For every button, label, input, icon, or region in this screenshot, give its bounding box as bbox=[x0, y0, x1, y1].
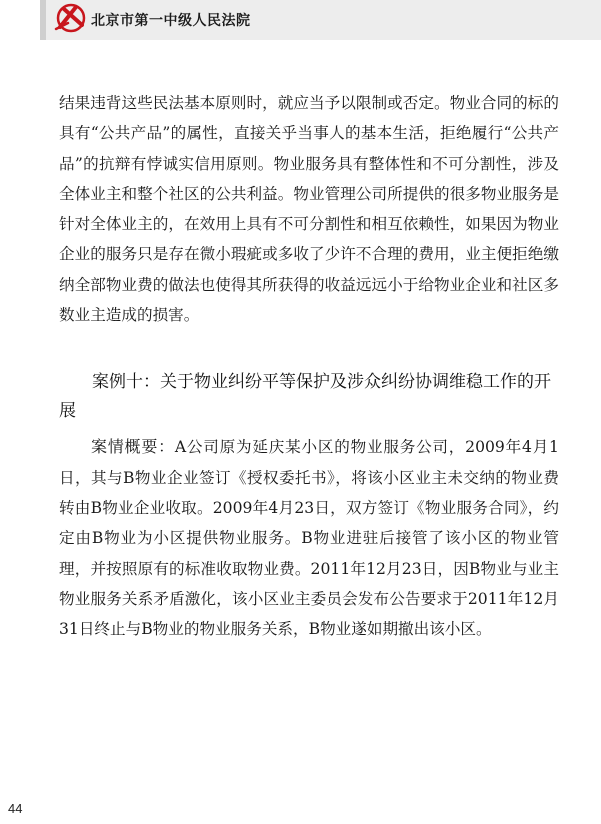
case-summary-text: A公司原为延庆某小区的物业服务公司，2009年4月1日，其与B物业企业签订《授权委托书》，将该小区业主未交纳的物业费转由B物业企业收取。2009年4月23日，双方签订《物业服务合同》，约定由B物业为小区提供物业服务。B物业进驻后接管了该小区的物业管理，并按照原有的标准收取物业费。2011年12月23日，因B物业与业主物业服务关系矛盾激化，该小区业主委员会发布公告要求于2011年12月31日终止与B物业的物业服务关系，B物业遂如期撤出该小区。 bbox=[59, 438, 559, 639]
body-paragraph: 结果违背这些民法基本原则时，就应当予以限制或否定。物业合同的标的具有“公共产品”的属性，直接关乎当事人的基本生活，拒绝履行“公共产品”的抗辩有悖诚实信用原则。物业服务具有整体性和不可分割性，涉及全体业主和整个社区的公共利益。物业管理公司所提供的很多物业服务是针对全体业主的，在效用上具有不可分割性和相互依赖性，如果因为物业企业的服务只是存在微小瑕疵或多收了少许不合理的费用，业主便拒绝缴纳全部物业费的做法也使得其所获得的收益远远小于给物业企业和社区多数业主造成的损害。 bbox=[59, 94, 559, 325]
court-name: 北京市第一中级人民法院 bbox=[91, 13, 251, 29]
header-strip bbox=[40, 0, 46, 40]
page-number: 44 bbox=[8, 801, 23, 816]
court-logo-icon bbox=[54, 3, 88, 33]
case-summary-label: 案情概要： bbox=[91, 437, 175, 457]
section-heading: 案例十：关于物业纠纷平等保护及涉众纠纷协调维稳工作的开展 bbox=[59, 372, 551, 422]
case-summary-paragraph bbox=[59, 432, 559, 644]
page-content bbox=[59, 88, 559, 644]
